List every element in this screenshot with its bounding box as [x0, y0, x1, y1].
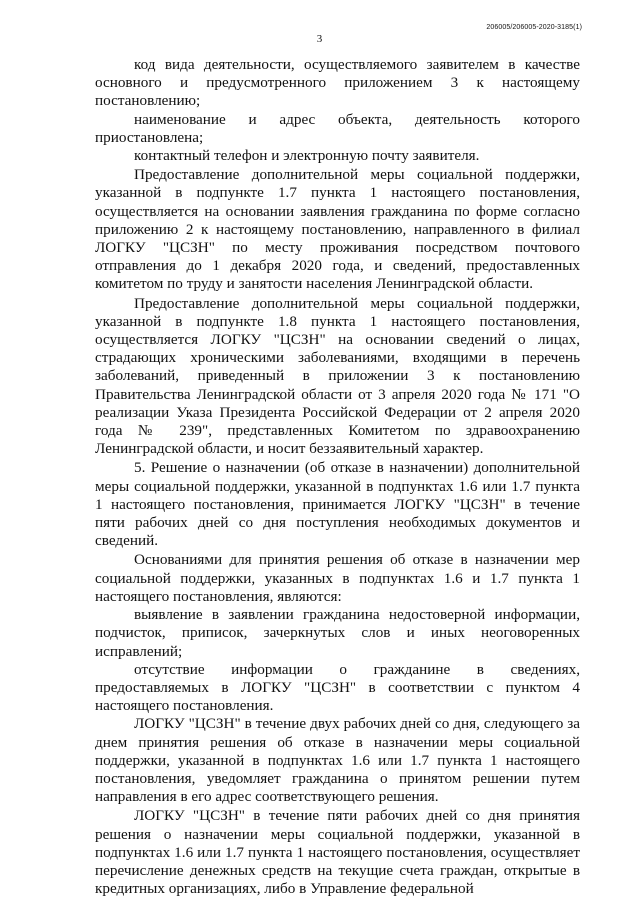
page-number: 3 [316, 33, 323, 45]
paragraph-ground-invalid-info: выявление в заявлении гражданина недостоверной информации, подчисток, приписок, зачеркнутых слов и иных неоговоренных исправлений; [95, 606, 580, 660]
document-code: 206005/206005-2020-3185(1) [486, 24, 582, 31]
paragraph-measure-1-7: Предоставление дополнительной меры социальной поддержки, указанной в подпункте 1.7 пункта 1 настоящего постановления, осуществляется на основании заявления гражданина по форме согласно приложению 2 к настоящему постановлению, направленного в филиал ЛОГКУ "ЦСЗН" по месту проживания посредством почтового отправления до 1 декабря 2020 года, и сведений, предоставленных комитетом по труду и занятости населения Ленинградской области. [95, 166, 580, 293]
paragraph-measure-1-8: Предоставление дополнительной меры социальной поддержки, указанной в подпункте 1.8 пункта 1 настоящего постановления, осуществляется ЛОГКУ "ЦСЗН" на основании сведений о лицах, страдающих хроническими заболеваниями, входящими в перечень заболеваний, приведенный в приложении 3 к постановлению Правительства Ленинградской области от 3 апреля 2020 года № 171 "О реализации Указа Президента Российской Федерации от 2 апреля 2020 года № 239", представленных Комитетом по здравоохранению Ленинградской области, и носит беззаявительный характер. [95, 294, 580, 458]
paragraph-ground-missing-info: отсутствие информации о гражданине в сведениях, предоставляемых в ЛОГКУ "ЦСЗН" в соответствии с пунктом 4 настоящего постановления. [95, 660, 580, 715]
paragraph-contact-info: контактный телефон и электронную почту заявителя. [134, 147, 480, 165]
paragraph-activity-code: код вида деятельности, осуществляемого заявителем в качестве основного и предусмотренного приложением 3 к настоящему постановлению; [95, 56, 580, 110]
paragraph-refusal-notice: ЛОГКУ "ЦСЗН" в течение двух рабочих дней со дня, следующего за днем принятия решения об отказе в назначении меры социальной поддержки, указанной в подпунктах 1.6 или 1.7 пункта 1 настоящего постановления, уведомляет гражданина о принятом решении путем направления в его адрес соответствующего решения. [95, 715, 580, 806]
paragraph-refusal-grounds: Основаниями для принятия решения об отказе в назначении мер социальной поддержки, указанных в подпунктах 1.6 и 1.7 пункта 1 настоящего постановления, являются: [95, 551, 580, 605]
paragraph-object-name: наименование и адрес объекта, деятельность которого приостановлена; [95, 110, 580, 146]
document-body [95, 56, 580, 898]
paragraph-payment-transfer: ЛОГКУ "ЦСЗН" в течение пяти рабочих дней со дня принятия решения о назначении меры социальной поддержки, указанной в подпунктах 1.6 или 1.7 пункта 1 настоящего постановления, осуществляет перечисление денежных средств на текущие счета граждан, открытые в кредитных организациях, либо в Управление федеральной [95, 807, 580, 898]
paragraph-decision: 5. Решение о назначении (об отказе в назначении) дополнительной меры социальной поддержки, указанной в подпунктах 1.6 или 1.7 пункта 1 настоящего постановления, принимается ЛОГКУ "ЦСЗН" в течение пяти рабочих дней со дня поступления необходимых документов и сведений. [95, 459, 580, 550]
